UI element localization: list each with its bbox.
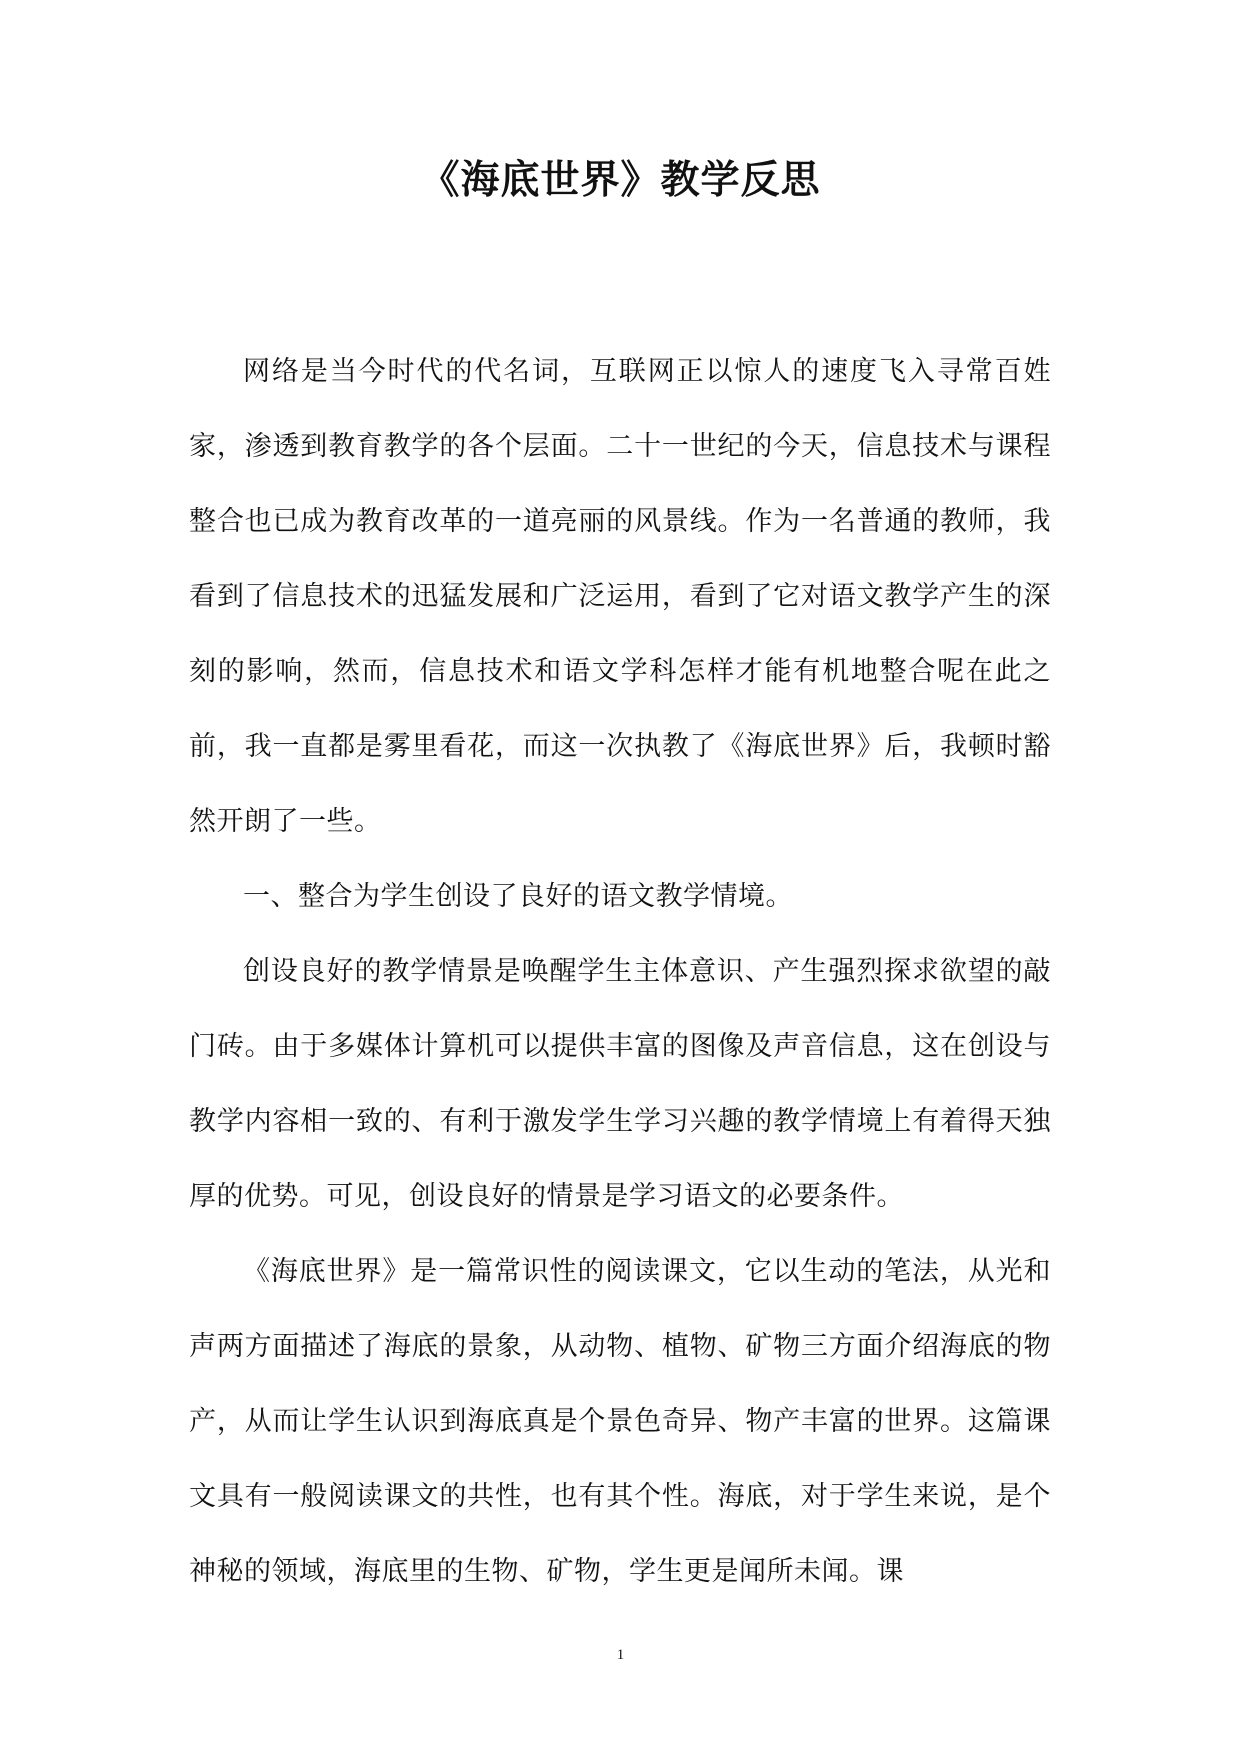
paragraph-situation: 创设良好的教学情景是唤醒学生主体意识、产生强烈探求欲望的敲门砖。由于多媒体计算机可以提供丰富的图像及声音信息，这在创设与教学内容相一致的、有利于激发学生学习兴趣的教学情境上有着得天独厚的优势。可见，创设良好的情景是学习语文的必要条件。 bbox=[189, 956, 1051, 1212]
paragraph-intro: 网络是当今时代的代名词，互联网正以惊人的速度飞入寻常百姓家，渗透到教育教学的各个层面。二十一世纪的今天，信息技术与课程整合也已成为教育改革的一道亮丽的风景线。作为一名普通的教师，我看到了信息技术的迅猛发展和广泛运用，看到了它对语文教学产生的深刻的影响，然而，信息技术和语文学科怎样才能有机地整合呢在此之前，我一直都是雾里看花，而这一次执教了《海底世界》后，我顿时豁然开朗了一些。 bbox=[189, 356, 1051, 837]
section-heading-1: 一、整合为学生创设了良好的语文教学情境。 bbox=[243, 881, 793, 912]
paragraph-lesson: 《海底世界》是一篇常识性的阅读课文，它以生动的笔法，从光和声两方面描述了海底的景象，从动物、植物、矿物三方面介绍海底的物产，从而让学生认识到海底真是个景色奇异、物产丰富的世界。这篇课文具有一般阅读课文的共性，也有其个性。海底，对于学生来说，是个神秘的领域，海底里的生物、矿物，学生更是闻所未闻。课 bbox=[189, 1256, 1051, 1587]
document-body bbox=[189, 334, 1051, 1609]
page-number: 1 bbox=[616, 1647, 625, 1663]
document-title: 《海底世界》教学反思 bbox=[420, 157, 821, 203]
